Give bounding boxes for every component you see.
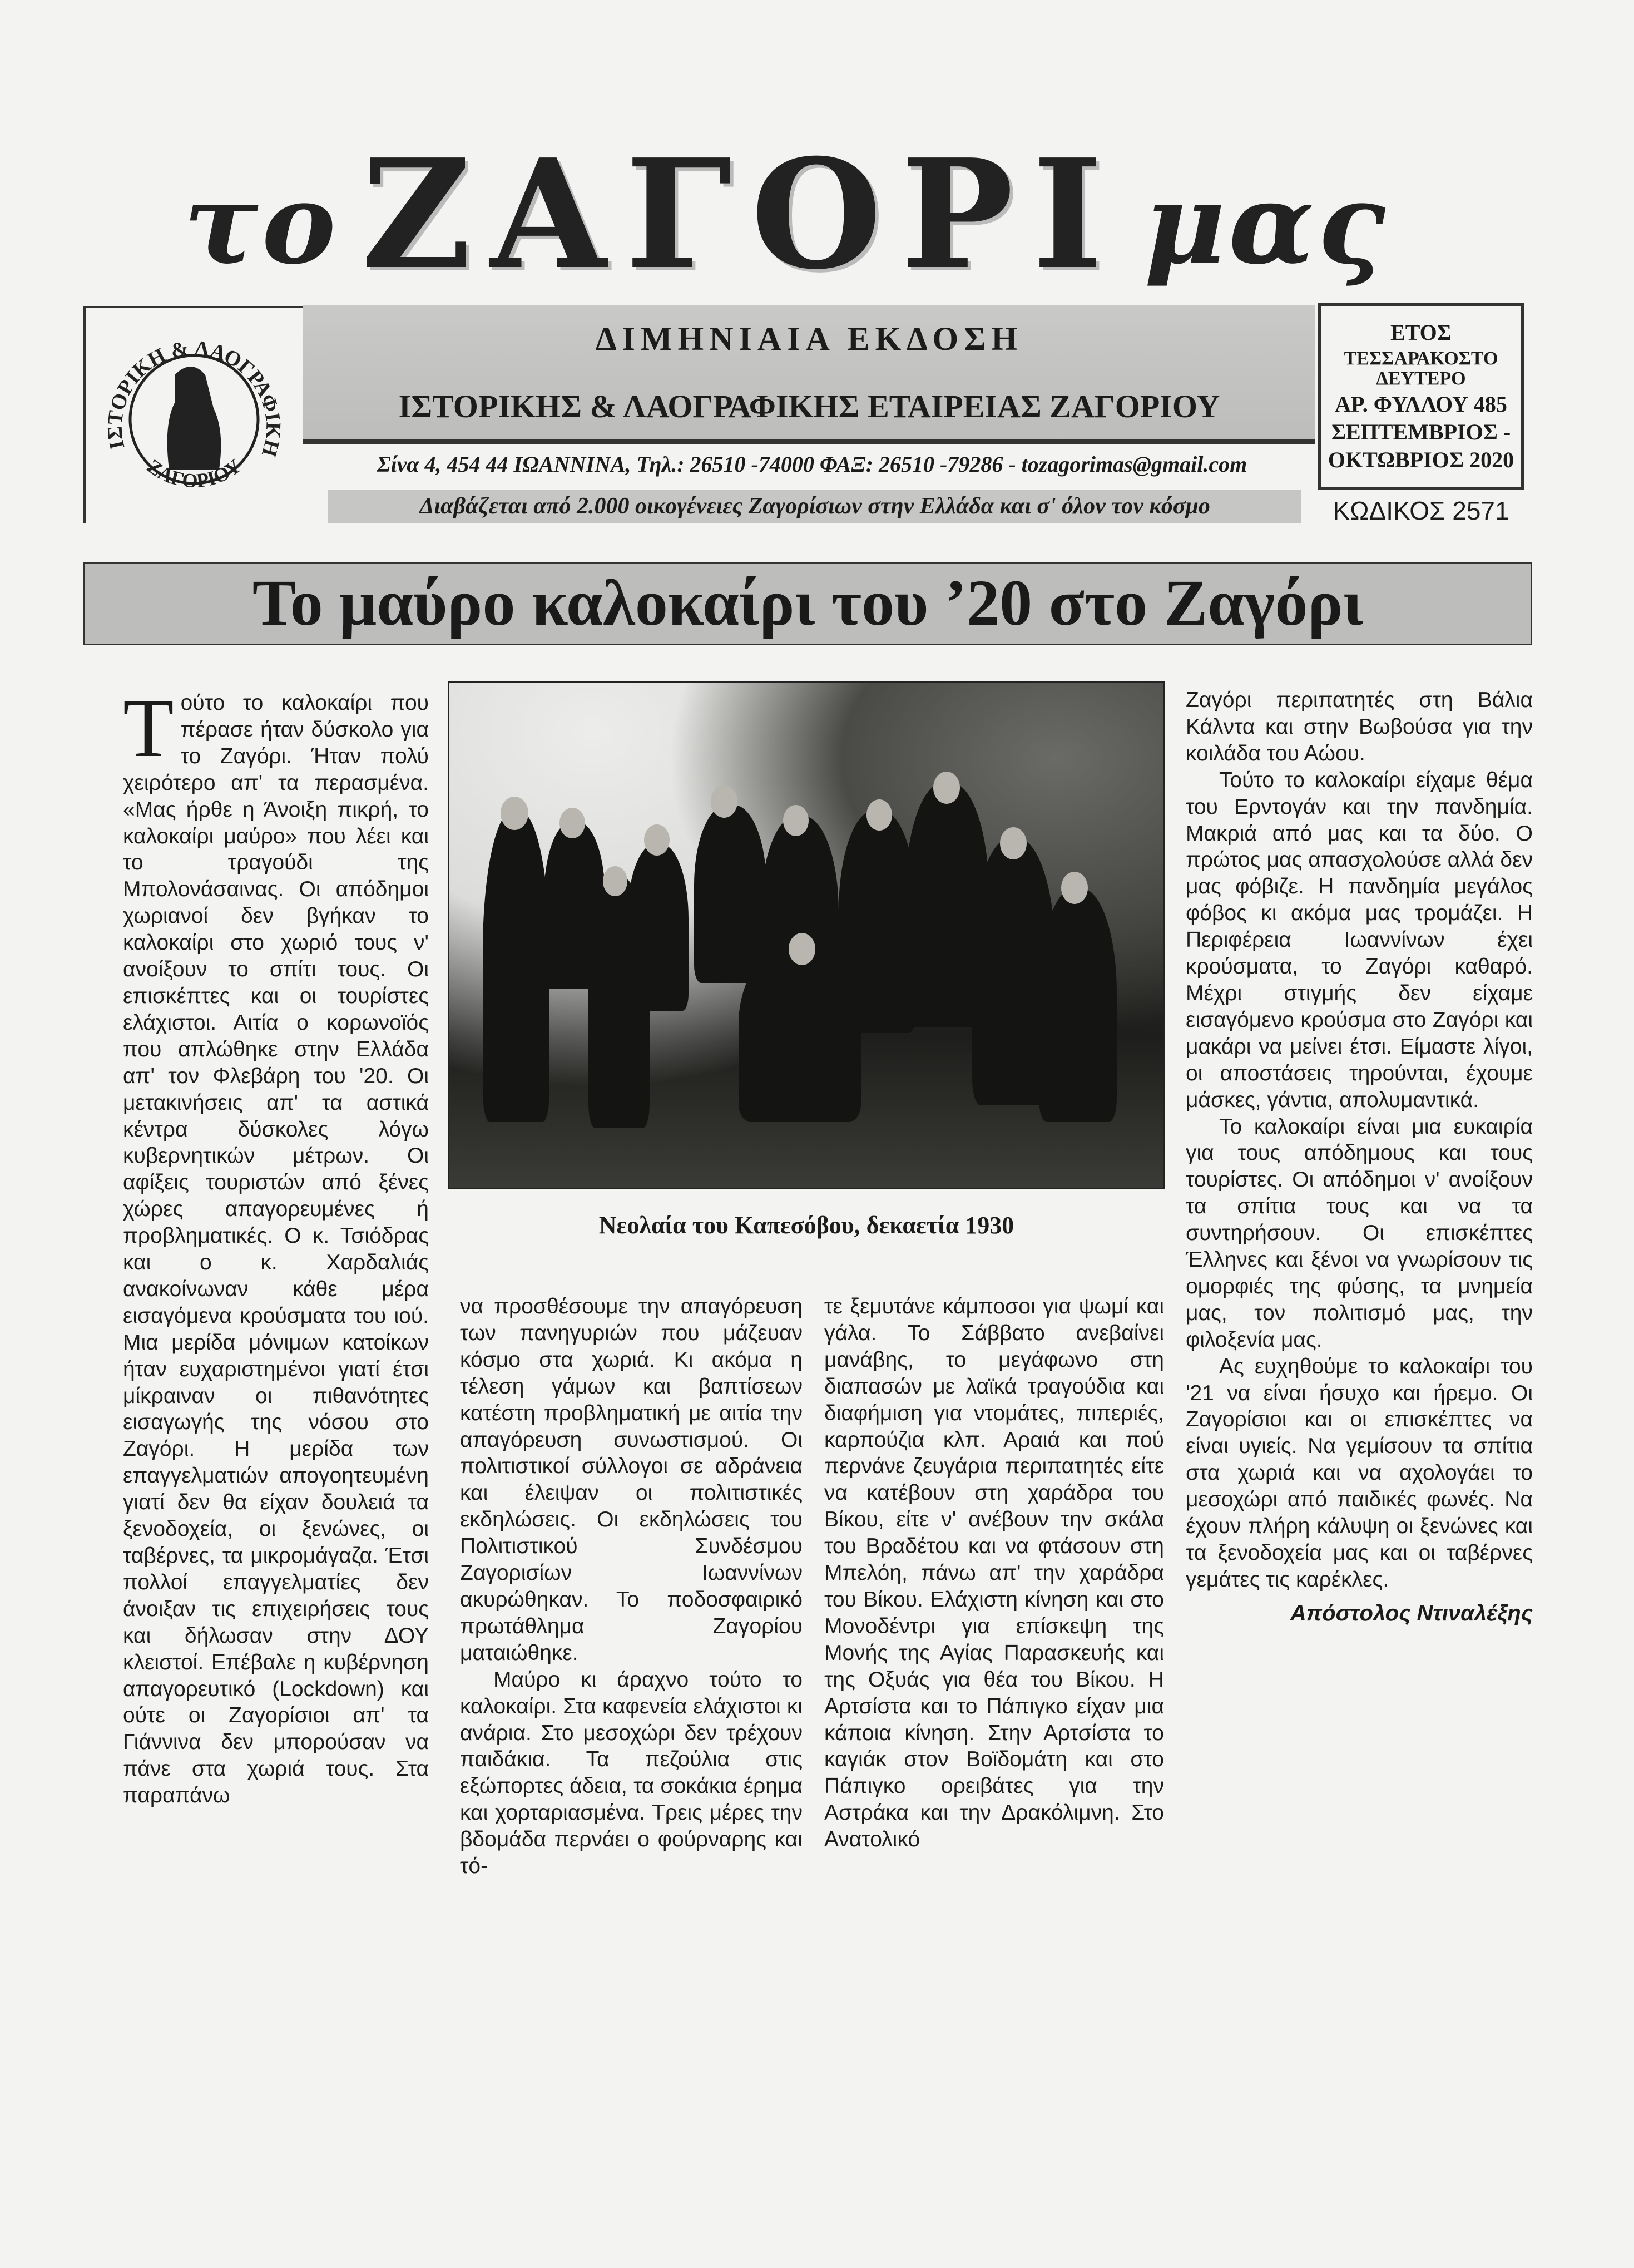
article-column-4 [1186, 687, 1533, 1629]
paragraph: Τούτο το καλοκαίρι είχαμε θέμα του Ερντογάν και την πανδημία. Μακριά από μας και τα δύο. Ο πρώτος μας απασχολούσε αλλά δεν μας φόβιζε. Η πανδημία μεγάλος φόβος κι ακόμα μας τρομάζει. Η Περιφέρεια Ιωαννίνων έχει κρούσματα, το Ζαγόρι καθαρό. Μέχρι στιγμής δεν είχαμε εισαγόμενο κρούσμα στο Ζαγόρι και μακάρι να μείνει έτσι. Είμαστε λίγοι, οι αποστάσεις τηρούνται, έχουμε μάσκες, γάντια, απολυμαντικά. [1186, 768, 1533, 1112]
drop-cap: Τ [123, 682, 174, 774]
photo-caption: Νεολαία του Καπεσόβου, δεκαετία 1930 [598, 1212, 1014, 1239]
issue-year-label: ΕΤΟΣ [1390, 319, 1452, 345]
issue-number: ΑΡ. ΦΥΛΛΟΥ 485 [1335, 392, 1507, 417]
article-column-3 [824, 1293, 1164, 1853]
contact-line: Σίνα 4, 454 44 ΙΩΑΝΝΙΝΑ, Τηλ.: 26510 -74000 ΦΑΞ: 26510 -79286 - tozagorimas@gmail.com [377, 452, 1247, 477]
article-author: Απόστολος Ντιναλέξης [1290, 1600, 1533, 1625]
issue-code: ΚΩΔΙΚΟΣ 2571 [1333, 496, 1509, 525]
issue-period-end: ΟΚΤΩΒΡΙΟΣ 2020 [1328, 447, 1514, 473]
paragraph: Ας ευχηθούμε το καλοκαίρι του '21 να είναι ήσυχο και ήρεμο. Οι Ζαγορίσιοι και οι επισκέπτες να είναι υγιείς. Να γεμίσουν τα σπίτια στα χωριά και να αχολογάει το μεσοχώρι από παιδικές φωνές. Να έχουν πλήρη κάλυψη οι ξενώνες και τα ξενοδοχεία μας και οι ταβέρνες γεμάτες τις καρέκλες. [1186, 1354, 1533, 1592]
masthead-suffix: μας [1143, 159, 1389, 289]
paragraph: ούτο το καλοκαίρι που πέρασε ήταν δύσκολο για το Ζαγόρι. Ήταν πολύ χειρότερο απ' τα περασμένα. «Μας ήρθε η Άνοιξη πικρή, το καλοκαίρι μαύρο» που λέει και το τραγούδι της Μπολονάσαινας. Οι απόδημοι χωριανοί δεν βγήκαν το καλοκαίρι στο χωριό τους ν' ανοίξουν το σπίτι τους. Οι επισκέπτες και οι τουρίστες ελάχιστοι. Αιτία ο κορωνοϊός που απλώθηκε στην Ελλάδα απ' τον Φλεβάρη του '20. Οι μετακινήσεις απ' τα αστικά κέντρα δύσκολες λόγω κυβερνητικών μέτρων. Οι αφίξεις τουριστών από ξένες χώρες απαγορευμένες ή προβληματικές. Ο κ. Τσιόδρας και ο κ. Χαρδαλιάς ανακοίνωναν κάθε μέρα εισαγόμενα κρούσματα του ιού. Μια μερίδα μόνιμων κατοίκων ήταν ευχαριστημένοι γιατί έτσι μίκραιναν οι πιθανότητες εισαγωγής της νόσου στο Ζαγόρι. Η μερίδα των επαγγελματιών απογοητευμένη γιατί δεν θα είχαν δουλειά τα ξενοδοχεία, οι ξενώνες, οι ταβέρνες, τα μικρομάγαζα. Έτσι πολλοί επαγγελματίες δεν άνοιξαν τις επιχειρήσεις τους και δήλωσαν στην ΔΟΥ κλειστοί. Επέβαλε η κυβέρνηση απαγορευτικό (Lockdown) και ούτε οι Ζαγορίσιοι απ' τα Γιάννινα δεν μπορούσαν να πάνε στα χωριά τους. Στα παραπάνω [123, 691, 429, 1808]
readership-line: Διαβάζεται από 2.000 οικογένειες Ζαγορίσιων στην Ελλάδα και σ' όλον τον κόσμο [328, 490, 1301, 523]
seal-emblem-icon [86, 308, 303, 522]
paragraph: Το καλοκαίρι είναι μια ευκαιρία για τους απόδημους και τους τουρίστες. Οι απόδημοι ν' ανοίξουν τα σπίτια τους και να τα συντηρήσουν. Οι επισκέπτες Έλληνες και ξένοι να γνωρίσουν τις ομορφιές της φύσης, τα μνημεία μας, τον πολιτισμό μας, την φιλοξενία μας. [1186, 1114, 1533, 1352]
paragraph: Μαύρο κι άραχνο τούτο το καλοκαίρι. Στα καφενεία ελάχιστοι κι ανάρια. Στο μεσοχώρι δεν τρέχουν παιδάκια. Τα πεζούλια στις εξώπορτες άδεια, τα σοκάκια έρημα και χορταριασμένα. Τρεις μέρες την βδομάδα περνάει ο φούρναρης και τό- [460, 1667, 803, 1879]
issue-period-start: ΣΕΠΤΕΜΒΡΙΟΣ - [1331, 419, 1511, 445]
paragraph: Ζαγόρι περιπατητές στη Βάλια Κάλντα και στην Βωβούσα για την κοιλάδα του Αώου. [1186, 688, 1533, 765]
article-title: Το μαύρο καλοκαίρι του ’20 στο Ζαγόρι [83, 562, 1532, 645]
paragraph: να προσθέσουμε την απαγόρευση των πανηγυριών που μάζευαν κόσμο στα χωριά. Κι ακόμα η τέλεση γάμων και βαπτίσεων κατέστη προβληματική με αιτία την απαγόρευση συνωστισμού. Οι πολιτιστικοί σύλλογοι σε αδράνεια και έλειψαν οι πολιτιστικές εκδηλώσεις. Οι εκδηλώσεις του Πολιτιστικού Συνδέσμου Ζαγορισίων Ιωαννίνων ακυρώθηκαν. Το ποδοσφαιρικό πρωτάθλημα Ζαγορίου ματαιώθηκε. [460, 1294, 803, 1665]
article-column-1 [123, 682, 429, 1809]
society-seal [83, 306, 303, 523]
masthead-name: ΖΑΓΟΡΙ [361, 126, 1122, 303]
publication-banner [303, 305, 1315, 444]
banner-publisher: ΙΣΤΟΡΙΚΗΣ & ΛΑΟΓΡΑΦΙΚΗΣ ΕΤΑΙΡΕΙΑΣ ΖΑΓΟΡΙΟΥ [398, 388, 1220, 424]
issue-year: ΤΕΣΣΑΡΑΚΟΣΤΟ ΔΕΥΤΕΡΟ [1344, 348, 1498, 389]
seal-bottom-text: ΖΑΓΟΡΙΟΥ [143, 454, 245, 492]
issue-info-box [1318, 303, 1524, 490]
article-photo [448, 681, 1165, 1189]
seal-ring-text: ΙΣΤΟΡΙΚΗ & ΛΑΟΓΡΑΦΙΚΗ [103, 336, 285, 459]
banner-frequency: ΔΙΜΗΝΙΑΙΑ ΕΚΔΟΣΗ [595, 320, 1023, 357]
article-column-2 [460, 1293, 803, 1880]
masthead-logo [184, 126, 1424, 303]
paragraph: τε ξεμυτάνε κάμποσοι για ψωμί και γάλα. Το Σάββατο ανεβαίνει μανάβης, το μεγάφωνο στη διαπασών με λαϊκά τραγούδια και διαφήμιση για ντομάτες, πιπεριές, καρπούζια κλπ. Αραιά και πού περνάνε ζευγάρια περιπατητές είτε να κατέβουν στη χαράδρα του Βίκου, είτε ν' ανέβουν την σκάλα του Βραδέτου και να φτάσουν στη Μπελόη, πάνω απ' την χαράδρα του Βίκου. Ελάχιστη κίνηση και στο Μονοδέντρι για επίσκεψη της Μονής της Αγίας Παρασκευής και της Οξυάς για θέα του Βίκου. Η Αρτσίστα και το Πάπιγκο είχαν μια κάποια κίνηση. Στην Αρτσίστα το καγιάκ στον Βοϊδομάτη και στο Πάπιγκο ορειβάτες για την Αστράκα και την Δρακόλιμνη. Στο Ανατολικό [824, 1294, 1164, 1852]
masthead-prefix: το [184, 159, 339, 289]
